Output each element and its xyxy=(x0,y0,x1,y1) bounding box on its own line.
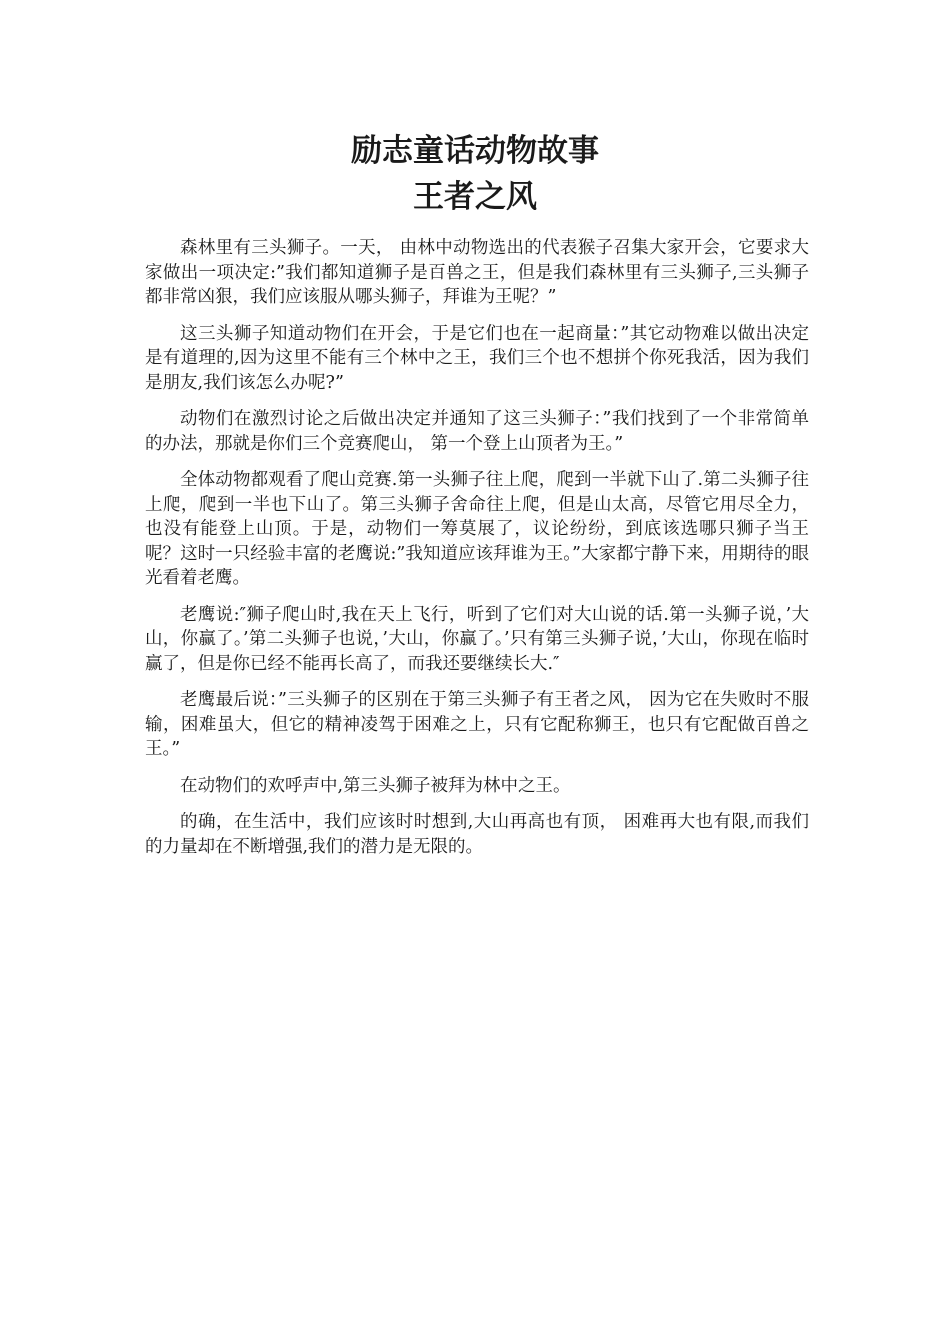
document-title: 励志童话动物故事 xyxy=(351,133,599,169)
paragraph: 全体动物都观看了爬山竞赛.第一头狮子往上爬，爬到一半就下山了.第二头狮子往上爬，爬到一半也下山了。第三头狮子舍命往上爬，但是山太高，尽管它用尽全力，也没有能登上山顶。于是，动物们一筹莫展了，议论纷纷，到底该选哪只狮子当王呢？这时一只经验丰富的老鹰说:”我知道应该拜谁为王。”大家都宁静下来，用期待的眼光看着老鹰。 xyxy=(145,470,809,588)
story-body xyxy=(145,236,809,871)
paragraph: 老鹰最后说：”三头狮子的区别在于第三头狮子有王者之风， 因为它在失败时不服输，困难虽大，但它的精神凌驾于困难之上，只有它配称狮王，也只有它配做百兽之王。” xyxy=(145,690,809,759)
paragraph: 在动物们的欢呼声中,第三头狮子被拜为林中之王。 xyxy=(180,775,571,796)
paragraph: 森林里有三头狮子。一天， 由林中动物选出的代表猴子召集大家开会，它要求大家做出一项决定:”我们都知道狮子是百兽之王，但是我们森林里有三头狮子,三头狮子都非常凶狠，我们应该服从哪头狮子，拜谁为王呢？” xyxy=(145,238,809,307)
paragraph: 动物们在激烈讨论之后做出决定并通知了这三头狮子：”我们找到了一个非常简单的办法，那就是你们三个竞赛爬山， 第一个登上山顶者为王。” xyxy=(145,409,809,454)
paragraph: 老鹰说:″狮子爬山时,我在天上飞行，听到了它们对大山说的话.第一头狮子说，’大山，你赢了。’第二头狮子也说，’大山，你赢了。’只有第三头狮子说，’大山，你现在临时赢了，但是你已经不能再长高了，而我还要继续长大.″ xyxy=(145,604,809,674)
title-block xyxy=(0,128,950,220)
paragraph: 的确，在生活中，我们应该时时想到,大山再高也有顶， 困难再大也有限,而我们的力量却在不断增强,我们的潜力是无限的。 xyxy=(145,812,809,857)
document-subtitle: 王者之风 xyxy=(413,179,537,215)
paragraph: 这三头狮子知道动物们在开会，于是它们也在一起商量：”其它动物难以做出决定是有道理的,因为这里不能有三个林中之王，我们三个也不想拼个你死我活，因为我们是朋友,我们该怎么办呢?” xyxy=(145,323,809,393)
